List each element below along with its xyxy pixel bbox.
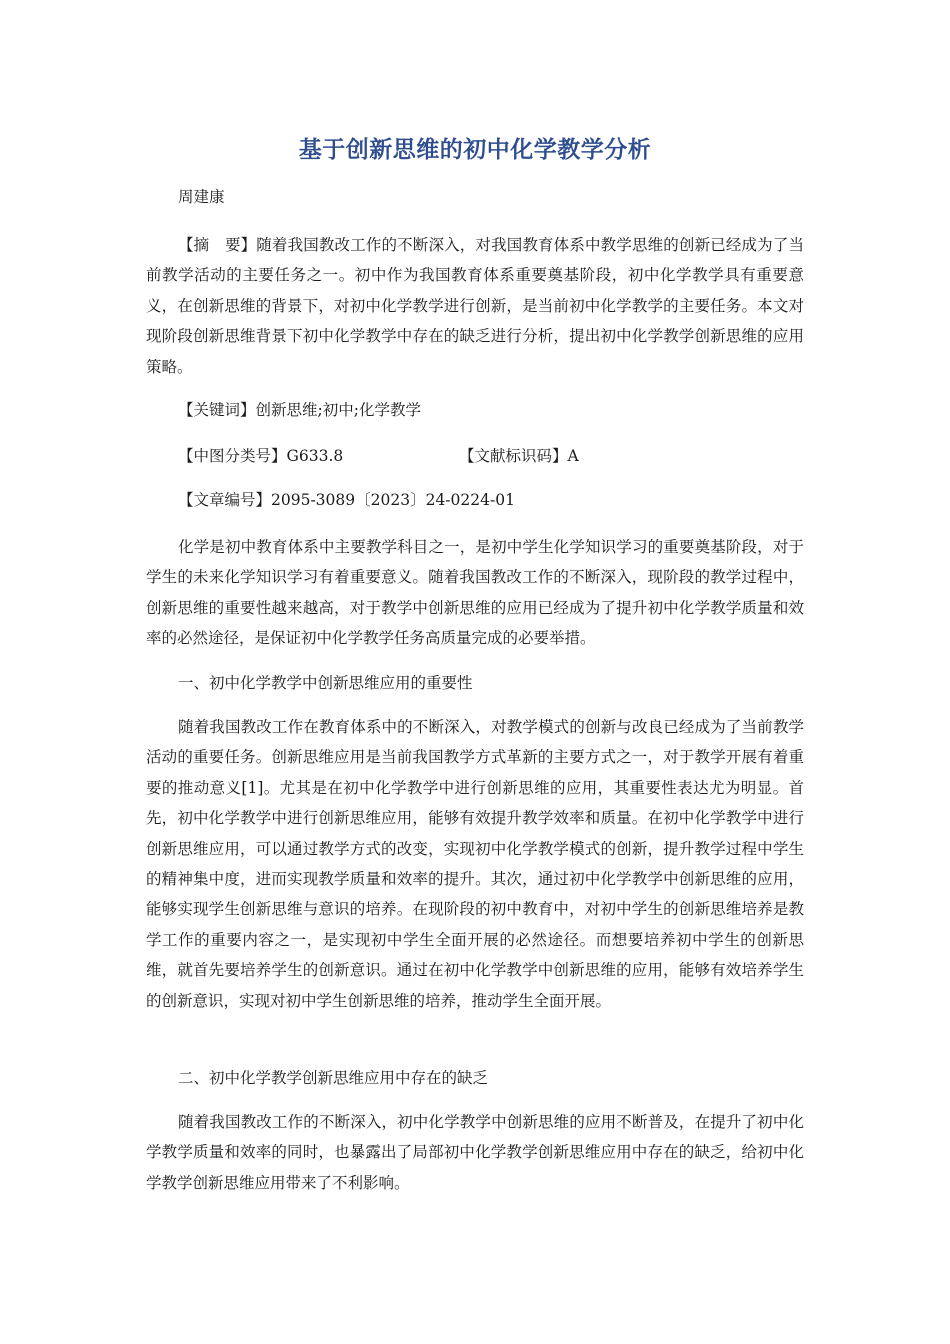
section-2-paragraph: 随着我国教改工作的不断深入，初中化学教学中创新思维的应用不断普及，在提升了初中化学教学质量和效率的同时，也暴露出了局部初中化学教学创新思维应用中存在的缺乏，给初中化学教学创新思维应用带来了不利影响。 bbox=[146, 1113, 804, 1192]
section-1-paragraph: 随着我国教改工作在教育体系中的不断深入，对教学模式的创新与改良已经成为了当前教学活动的重要任务。创新思维应用是当前我国教学方式革新的主要方式之一，对于教学开展有着重要的推动意义[1]。尤其是在初中化学教学中进行创新思维的应用，其重要性表达尤为明显。首先，初中化学教学中进行创新思维应用，能够有效提升教学效率和质量。在初中化学教学中进行创新思维应用，可以通过教学方式的改变，实现初中化学教学模式的创新，提升教学过程中学生的精神集中度，进而实现教学质量和效率的提升。其次，通过初中化学教学中创新思维的应用，能够实现学生创新思维与意识的培养。在现阶段的初中教育中，对初中学生的创新思维培养是教学工作的重要内容之一，是实现初中学生全面开展的必然途径。而想要培养初中学生的创新思维，就首先要培养学生的创新意识。通过在初中化学教学中创新思维的应用，能够有效培养学生的创新意识，实现对初中学生创新思维的培养，推动学生全面开展。 bbox=[146, 718, 804, 1010]
section-heading-1: 一、初中化学教学中创新思维应用的重要性 bbox=[178, 674, 473, 692]
abstract-paragraph: 【摘 要】随着我国教改工作的不断深入，对我国教育体系中教学思维的创新已经成为了当前教学活动的主要任务之一。初中作为我国教育体系重要奠基阶段，初中化学教学具有重要意义，在创新思维的背景下，对初中化学教学进行创新，是当前初中化学教学的主要任务。本文对现阶段创新思维背景下初中化学教学中存在的缺乏进行分析，提出初中化学教学创新思维的应用策略。 bbox=[146, 236, 804, 376]
author-name: 周建康 bbox=[178, 188, 225, 206]
article-number: 【文章编号】2095-3089〔2023〕24-0224-01 bbox=[178, 491, 515, 509]
document-code: 【文献标识码】A bbox=[459, 447, 579, 465]
classification-number: 【中图分类号】G633.8 bbox=[178, 447, 344, 465]
keywords-line: 【关键词】创新思维;初中;化学教学 bbox=[178, 401, 421, 419]
section-heading-2: 二、初中化学教学创新思维应用中存在的缺乏 bbox=[178, 1069, 489, 1087]
intro-paragraph: 化学是初中教育体系中主要教学科目之一，是初中学生化学知识学习的重要奠基阶段，对于学生的未来化学知识学习有着重要意义。随着我国教改工作的不断深入，现阶段的教学过程中，创新思维的重要性越来越高，对于教学中创新思维的应用已经成为了提升初中化学教学质量和效率的必然途径，是保证初中化学教学任务高质量完成的必要举措。 bbox=[146, 538, 804, 648]
paper-title: 基于创新思维的初中化学教学分析 bbox=[298, 137, 652, 163]
